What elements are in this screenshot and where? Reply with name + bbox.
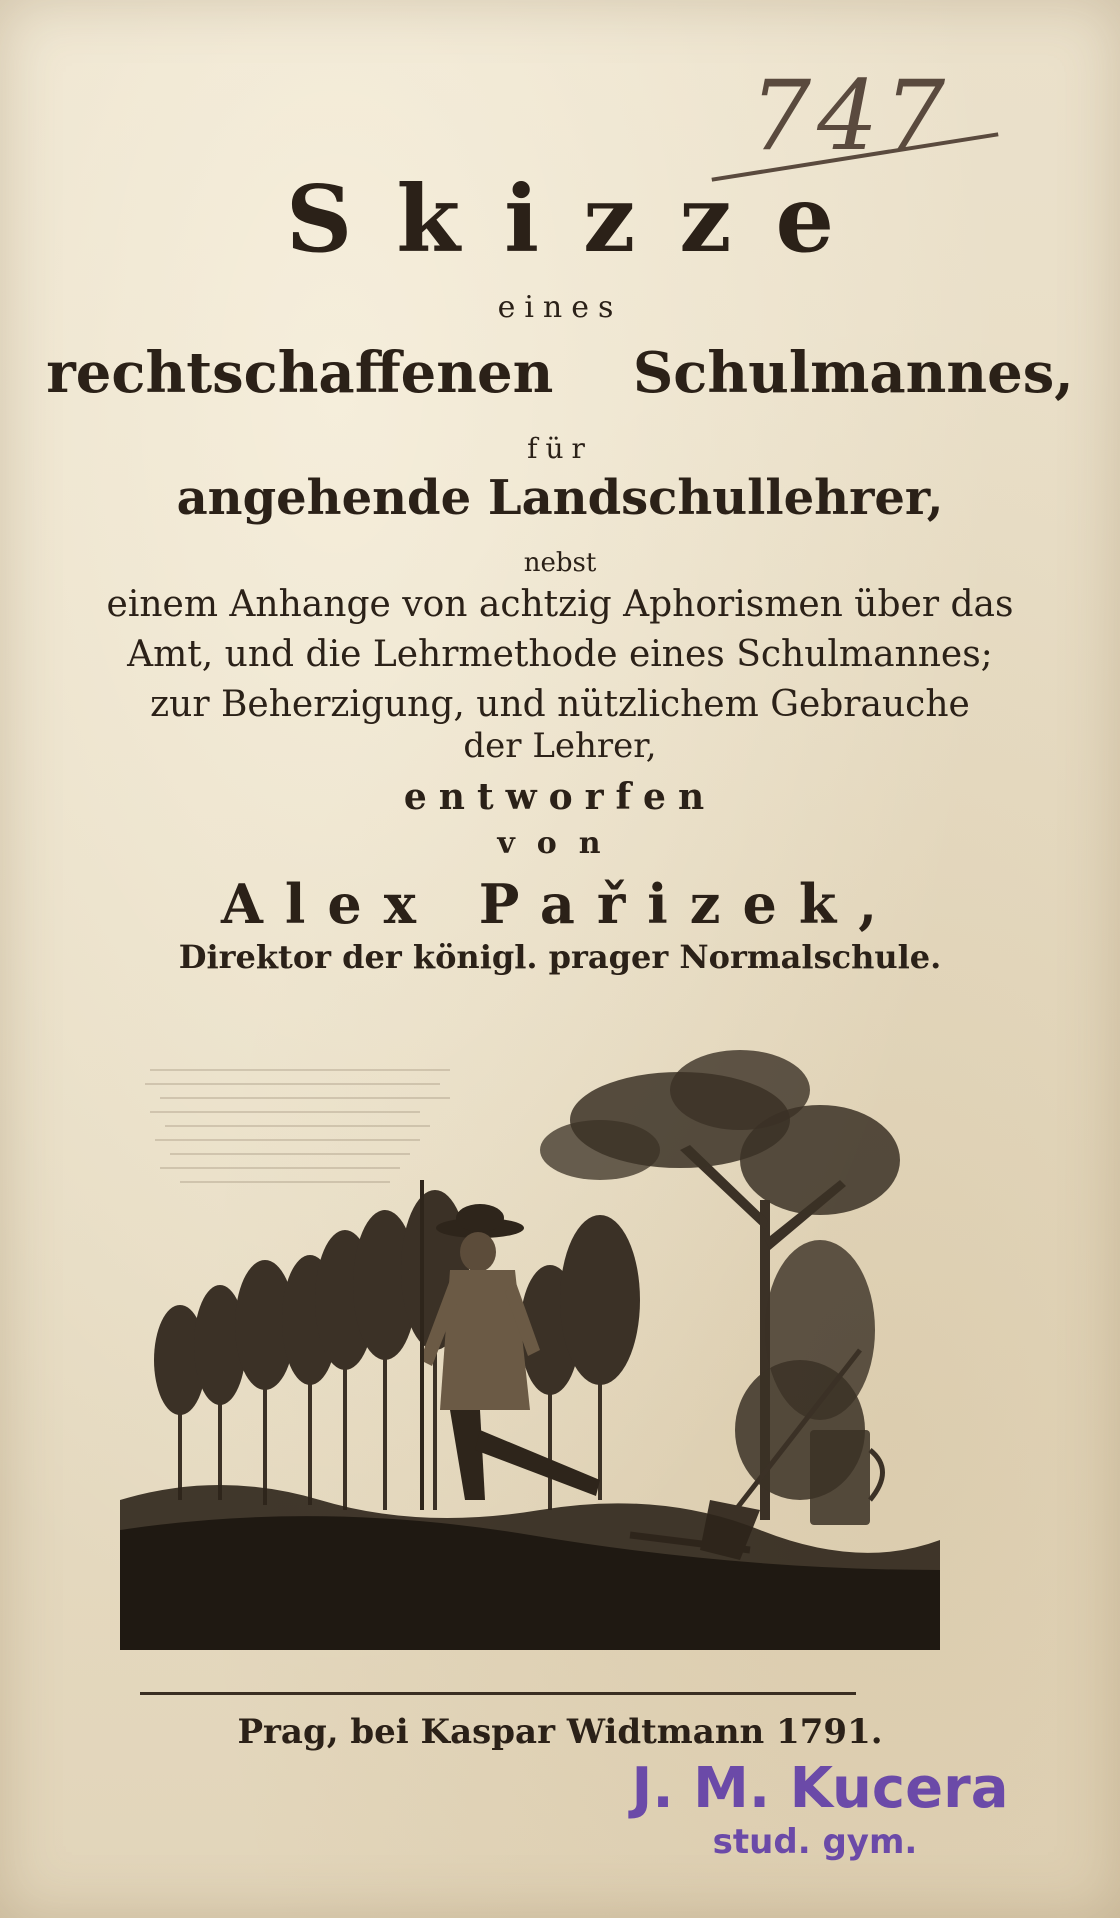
line-von: von [497,826,623,861]
ownership-stamp-note: stud. gym. [712,1822,918,1862]
subtitle-line-1: einem Anhange von achtzig Aphorismen über das [106,584,1014,625]
line-entworfen: entworfen [403,776,717,818]
title-line-main: rechtschaffenen Schulmannes, [46,340,1074,406]
imprint-line: Prag, bei Kaspar Widtmann 1791. [237,1712,883,1752]
title-line-nebst: nebst [523,548,597,578]
ownership-stamp-name: J. M. Kucera [631,1756,1009,1821]
title-line-fuer: für [527,432,593,465]
subtitle-line-3: zur Beherzigung, und nützlichem Gebrauche [150,684,970,725]
title-line-eines: eines [497,290,623,325]
sky-hatching [145,1070,450,1182]
imprint-rule [140,1692,856,1695]
book-title: Skizze [285,165,879,273]
author-title: Direktor der königl. prager Normalschule. [178,938,942,976]
title-line-angehende: angehende Landschullehrer, [176,470,944,526]
author-name: Alex Pařizek, [220,872,900,936]
sapling-row [154,1190,640,1510]
subtitle-line-2: Amt, und die Lehrmethode eines Schulmannes; [127,634,993,675]
handwritten-number-text: 747 [750,60,952,172]
engraving-illustration [120,1030,940,1650]
subtitle-line-4: der Lehrer, [463,726,657,766]
